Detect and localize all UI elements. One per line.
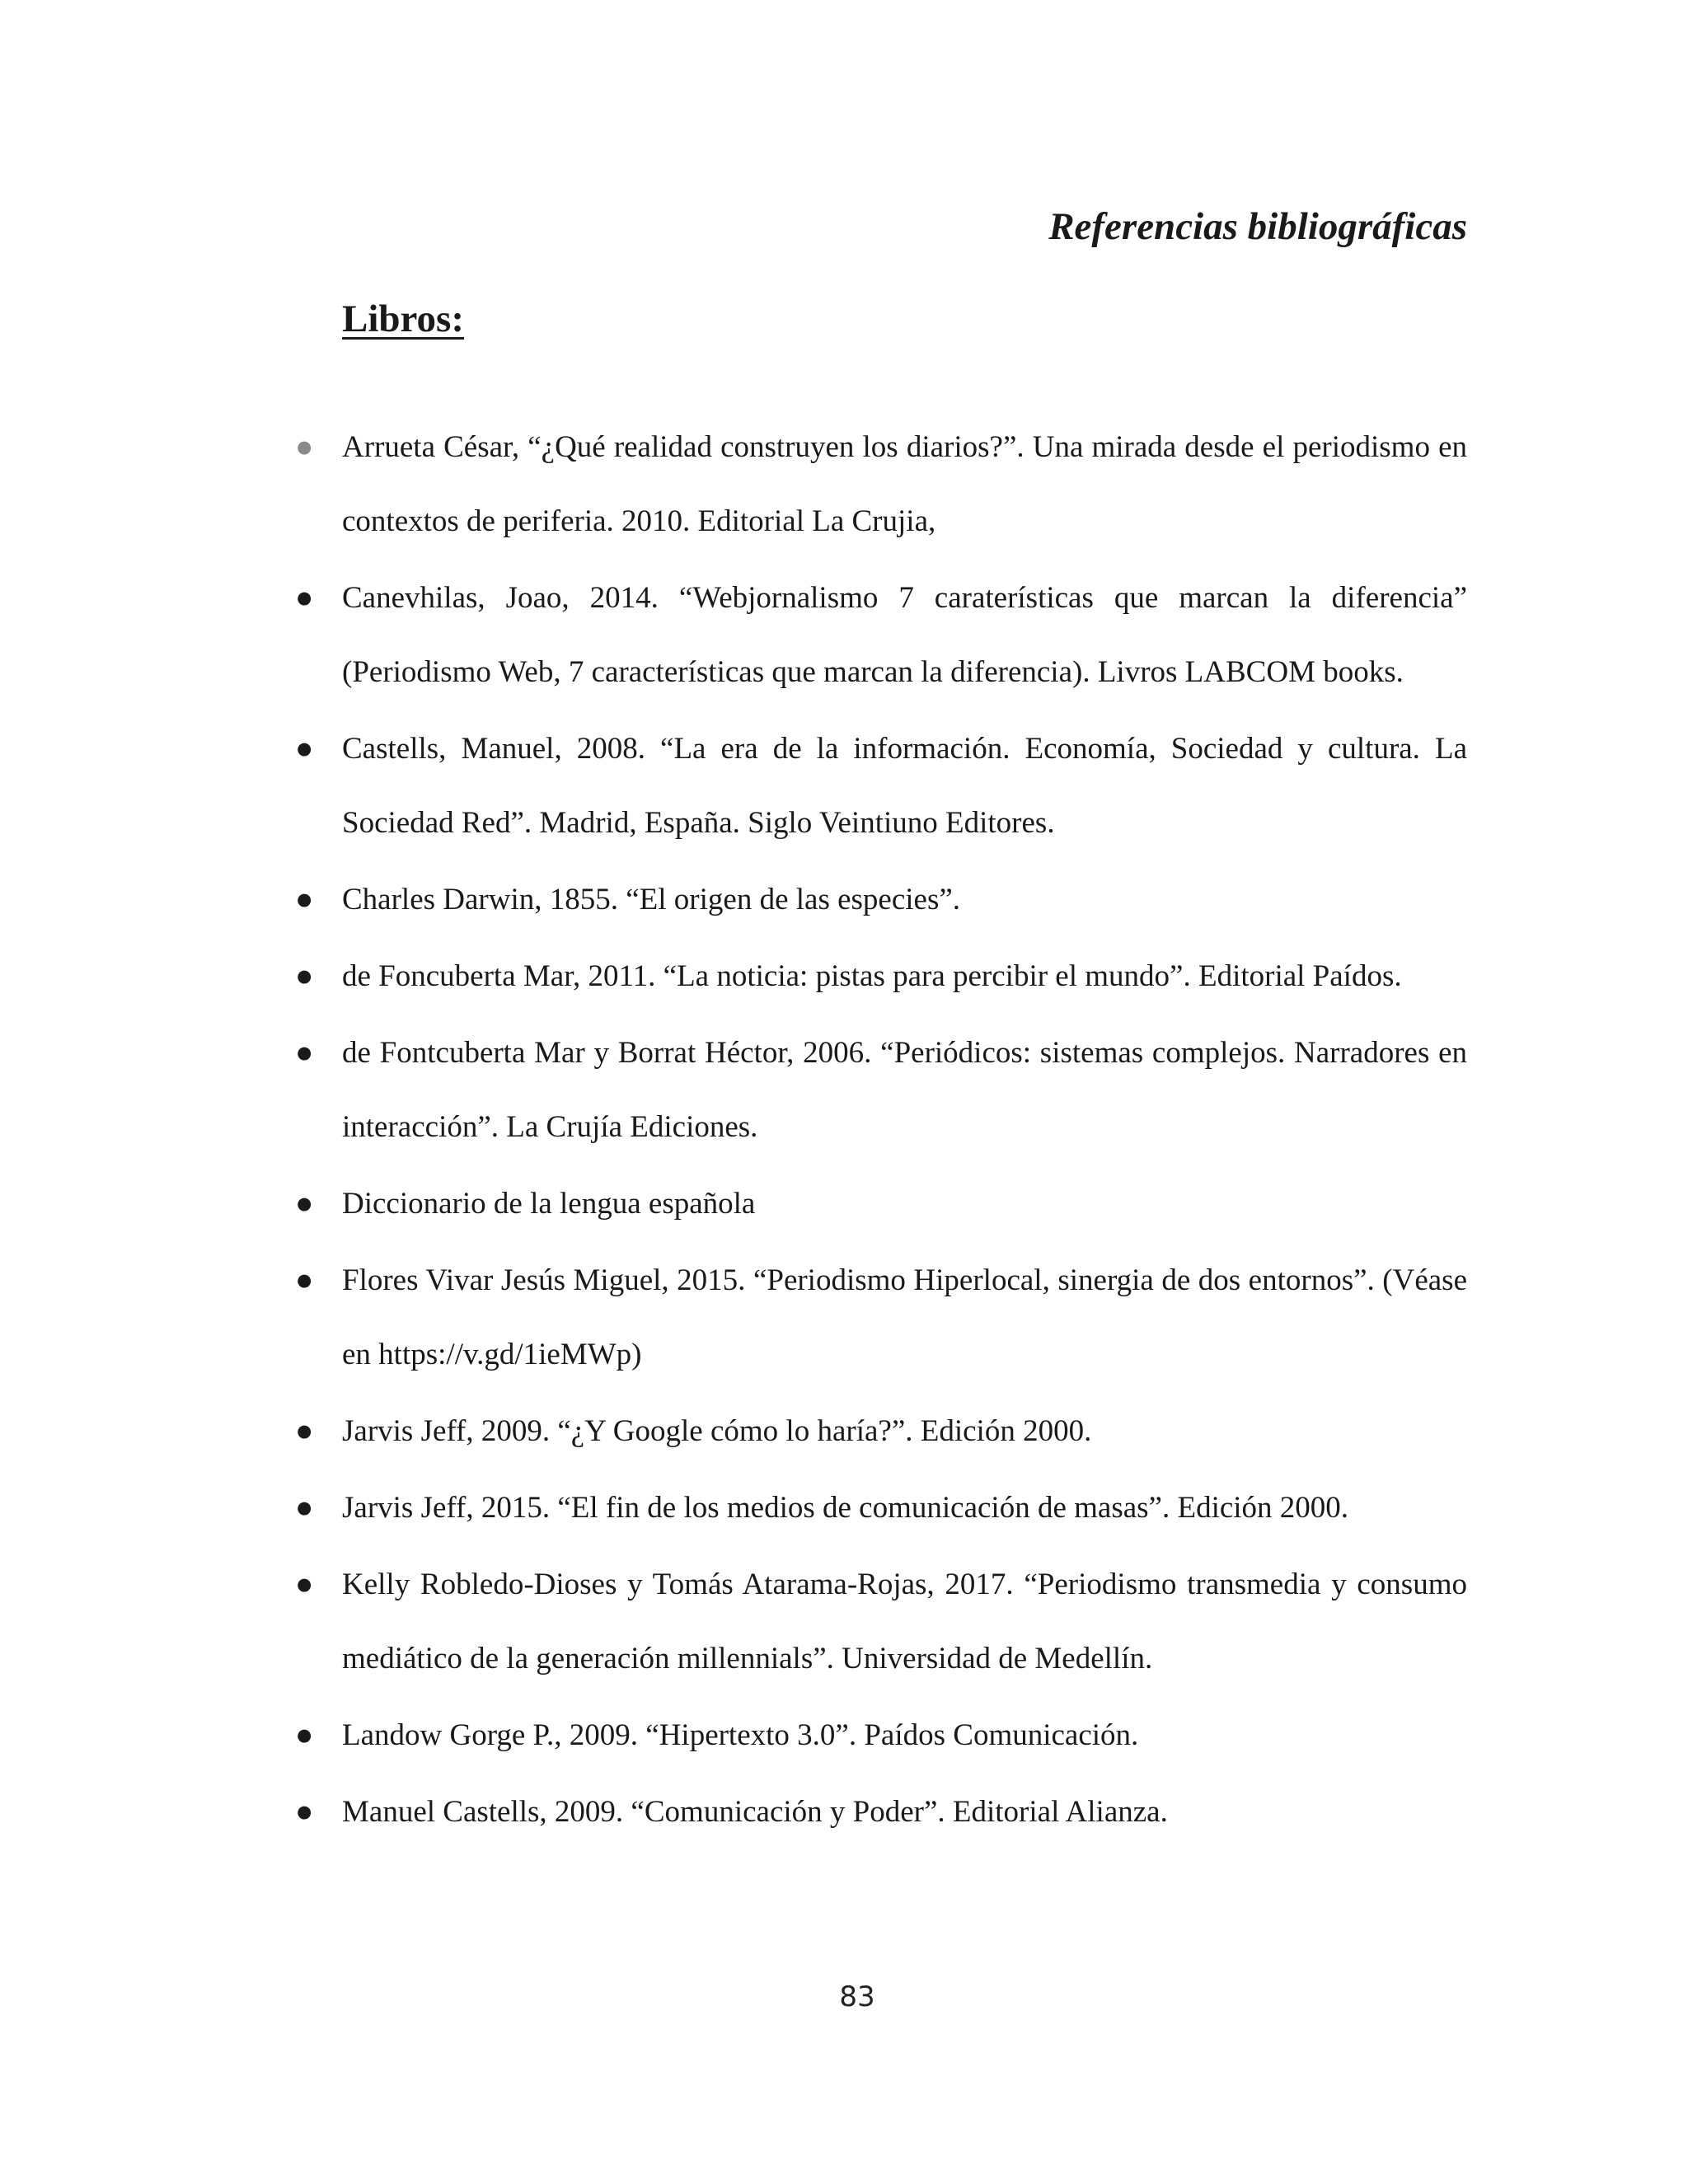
reference-text: Canevhilas, Joao, 2014. “Webjornalismo 7 caraterísticas que marcan la diferencia” (Periodismo Web, 7 características que marcan la diferencia). Livros LABCOM books. [342,581,1467,689]
bullet-dot-icon: ● [295,883,314,916]
list-item [295,1167,1467,1241]
bullet-dot-icon: ● [295,1718,314,1752]
page-title: Referencias bibliográficas [1048,205,1467,248]
reference-text: Landow Gorge P., 2009. “Hipertexto 3.0”. Paídos Comunicación. [342,1718,1139,1752]
bullet-dot-icon: ● [295,1036,314,1070]
bullet-dot-icon: ● [295,430,314,464]
bullet-dot-icon: ● [295,581,314,615]
list-item [295,712,1467,860]
list-item [295,1394,1467,1469]
list-item [295,1471,1467,1545]
reference-text: Charles Darwin, 1855. “El origen de las especies”. [342,883,961,916]
list-item [295,1016,1467,1165]
reference-text: de Fontcuberta Mar y Borrat Héctor, 2006. “Periódicos: sistemas complejos. Narradores en interacción”. La Crujía Ediciones. [342,1036,1467,1144]
reference-text: Flores Vivar Jesús Miguel, 2015. “Periodismo Hiperlocal, sinergia de dos entornos”. (Véase en https://v.gd/1ieMWp) [342,1263,1467,1371]
list-item [295,1775,1467,1849]
list-item [295,410,1467,559]
list-item [295,1699,1467,1773]
page-number: 83 [839,1980,875,2013]
reference-text: Diccionario de la lengua española [342,1187,756,1221]
reference-text: Castells, Manuel, 2008. “La era de la información. Economía, Sociedad y cultura. La Sociedad Red”. Madrid, España. Siglo Veintiuno Editores. [342,732,1467,840]
bullet-dot-icon: ● [295,732,314,766]
bullet-dot-icon: ● [295,1187,314,1221]
bullet-dot-icon: ● [295,1795,314,1829]
bullet-dot-icon: ● [295,1568,314,1601]
bullet-dot-icon: ● [295,959,314,993]
reference-text: de Foncuberta Mar, 2011. “La noticia: pistas para percibir el mundo”. Editorial Paídos. [342,959,1402,993]
reference-text: Manuel Castells, 2009. “Comunicación y Poder”. Editorial Alianza. [342,1795,1168,1829]
reference-text: Jarvis Jeff, 2009. “¿Y Google cómo lo haría?”. Edición 2000. [342,1414,1092,1448]
reference-list [295,410,1467,1852]
bullet-dot-icon: ● [295,1414,314,1448]
reference-text: Arrueta César, “¿Qué realidad construyen los diarios?”. Una mirada desde el periodismo en contextos de periferia. 2010. Editorial La Crujia, [342,430,1467,538]
list-item [295,863,1467,937]
section-heading-libros: Libros: [342,298,464,340]
bullet-dot-icon: ● [295,1491,314,1525]
list-item [295,561,1467,710]
reference-text: Kelly Robledo-Dioses y Tomás Atarama-Rojas, 2017. “Periodismo transmedia y consumo mediático de la generación millennials”. Universidad de Medellín. [342,1568,1467,1675]
bullet-dot-icon: ● [295,1263,314,1297]
list-item [295,940,1467,1014]
list-item [295,1548,1467,1696]
reference-text: Jarvis Jeff, 2015. “El fin de los medios de comunicación de masas”. Edición 2000. [342,1491,1349,1525]
list-item [295,1244,1467,1392]
